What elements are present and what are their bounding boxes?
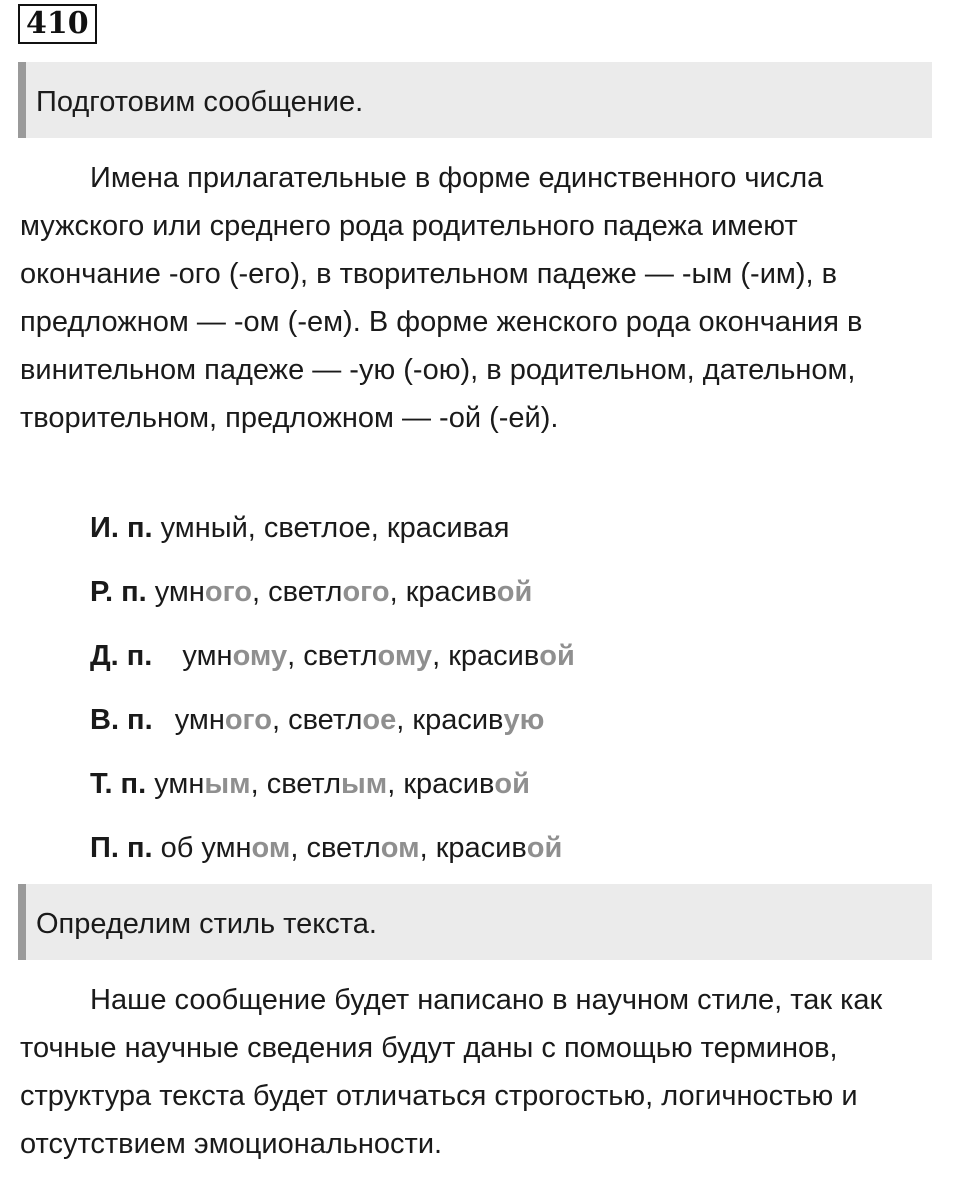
- paragraph-style: [20, 976, 932, 1168]
- paragraph-rule: [20, 154, 932, 442]
- word-ending: ом: [251, 832, 291, 864]
- word-stem: красив: [405, 576, 497, 608]
- word-stem: светлое: [263, 512, 371, 544]
- word-ending: ым: [341, 768, 388, 800]
- section-heading-text: Подготовим сообщение.: [36, 86, 364, 118]
- word-ending: ой: [539, 640, 575, 672]
- word-stem: красивая: [386, 512, 510, 544]
- word-stem: красив: [435, 832, 527, 864]
- word-stem: светл: [288, 704, 363, 736]
- case-row-nominative: [90, 508, 509, 548]
- paragraph-style-text: Наше сообщение будет написано в научном стиле, так как точные научные сведения будут даны с помощью терминов, структура текста будет отличаться строгостью, логичностью и отсутствием эмоциональности.: [20, 984, 883, 1160]
- word-ending: ого: [204, 576, 253, 608]
- word-stem: светл: [306, 832, 381, 864]
- separator: ,: [250, 768, 267, 800]
- word-stem: светл: [266, 768, 341, 800]
- word-ending: ой: [526, 832, 563, 864]
- word-stem: умный: [160, 512, 248, 544]
- word-ending: ого: [342, 576, 390, 608]
- word-stem: умн: [182, 640, 233, 672]
- word-ending: ому: [377, 640, 433, 672]
- word-ending: ое: [362, 704, 397, 736]
- word-ending: ого: [224, 704, 272, 736]
- section-heading-text: Определим стиль текста.: [36, 908, 377, 940]
- word-ending: ом: [380, 832, 420, 864]
- case-label: В. п.: [90, 704, 153, 736]
- separator: ,: [432, 640, 449, 672]
- word-stem: светл: [268, 576, 343, 608]
- word-stem: умн: [154, 576, 205, 608]
- case-label: Т. п.: [90, 768, 147, 800]
- paragraph-rule-text: Имена прилагательные в форме единственного числа мужского или среднего рода родительного падежа имеют окончание -ого (-его), в творительном падеже — -ым (-им), в предложном — -ом (-ем). В форме женского рода окончания в винительном падеже — -ую (-ою), в родительном, дательном, творительном, предложном — -ой (-ей).: [20, 162, 863, 434]
- section-heading-style: [18, 884, 932, 960]
- task-number: 410: [18, 4, 97, 44]
- case-row-instrumental: [90, 764, 530, 804]
- word-ending: ым: [204, 768, 251, 800]
- case-row-prepositional: [90, 828, 562, 868]
- separator: ,: [287, 640, 304, 672]
- word-stem: умн: [154, 768, 205, 800]
- case-row-dative: [90, 636, 575, 676]
- word-ending: ой: [494, 768, 530, 800]
- word-ending: ую: [503, 704, 545, 736]
- word-ending: ому: [232, 640, 288, 672]
- section-heading-prepare: [18, 62, 932, 138]
- word-stem: красив: [403, 768, 495, 800]
- separator: ,: [387, 768, 404, 800]
- case-label: П. п.: [90, 832, 153, 864]
- separator: ,: [271, 704, 289, 736]
- word-stem: светл: [303, 640, 378, 672]
- separator: ,: [389, 576, 406, 608]
- separator: ,: [252, 576, 269, 608]
- word-stem: красив: [448, 640, 540, 672]
- case-prefix: об: [160, 832, 202, 864]
- case-label: Р. п.: [90, 576, 147, 608]
- word-stem: красив: [412, 704, 504, 736]
- separator: ,: [247, 512, 264, 544]
- word-ending: ой: [496, 576, 533, 608]
- separator: ,: [396, 704, 413, 736]
- word-stem: умн: [201, 832, 252, 864]
- case-label: Д. п.: [90, 640, 153, 672]
- separator: ,: [419, 832, 436, 864]
- separator: ,: [370, 512, 387, 544]
- case-label: И. п.: [90, 512, 153, 544]
- case-row-accusative: [90, 700, 544, 740]
- word-stem: умн: [174, 704, 225, 736]
- case-row-genitive: [90, 572, 532, 612]
- separator: ,: [290, 832, 307, 864]
